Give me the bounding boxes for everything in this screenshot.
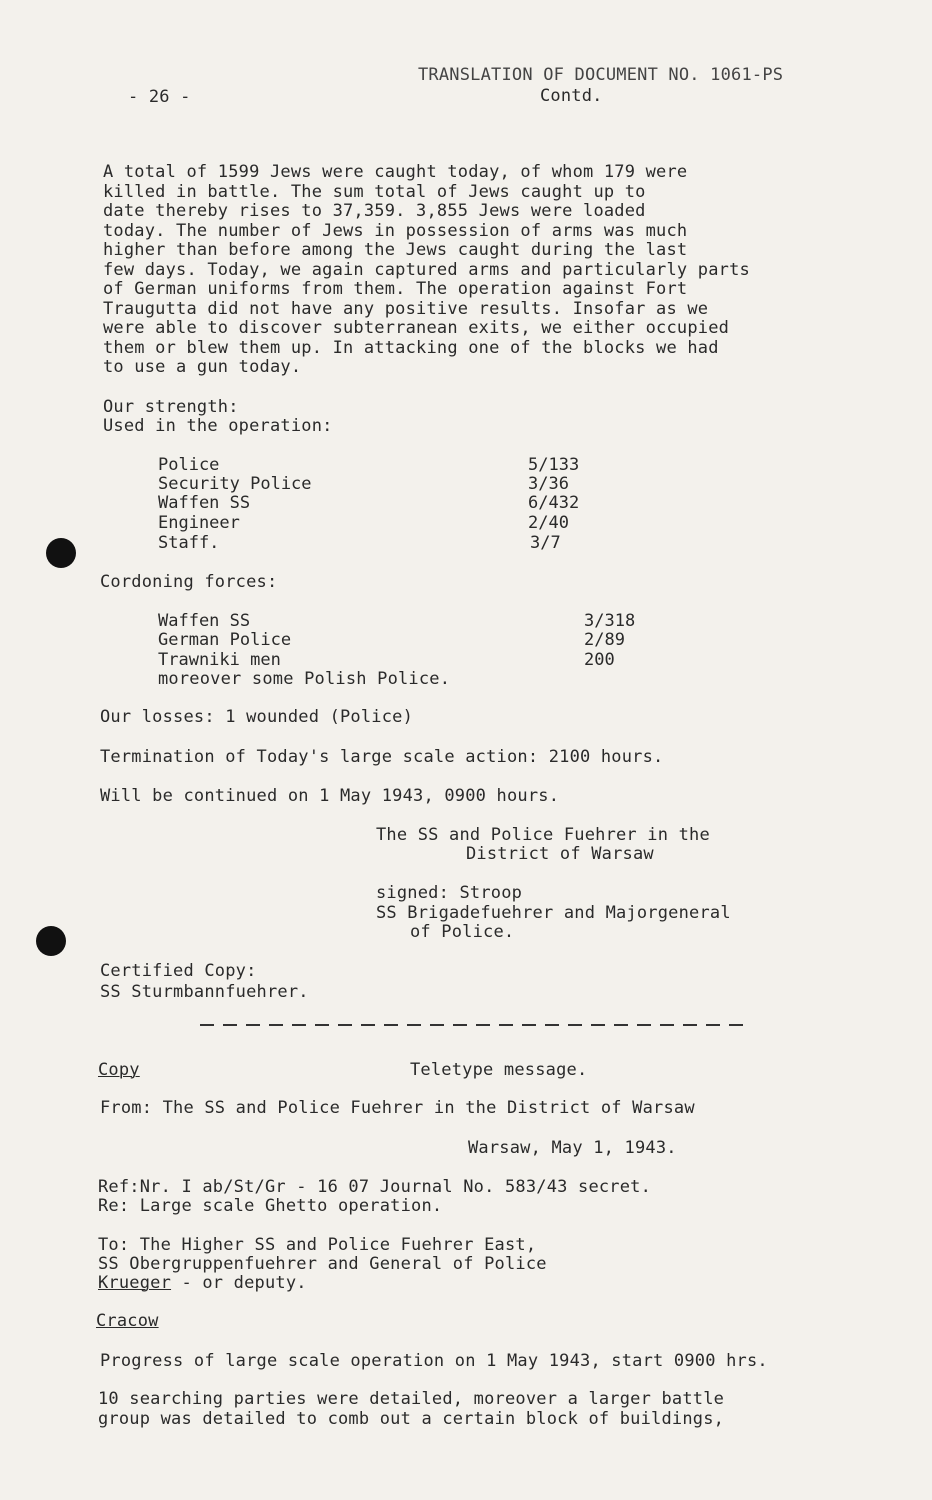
- used-force-unit: Staff.: [158, 533, 220, 553]
- reference-line: Ref:Nr. I ab/St/Gr - 16 07 Journal No. 583/43 secret.: [98, 1177, 652, 1197]
- signature-rank-line1: SS Brigadefuehrer and Majorgeneral: [376, 903, 731, 923]
- place-label: Cracow: [96, 1311, 159, 1331]
- used-force-count: 6/432: [528, 493, 580, 513]
- cordoning-force-count: 3/318: [584, 611, 636, 631]
- copy-label: Copy: [98, 1060, 140, 1080]
- report-paragraph: A total of 1599 Jews were caught today, of whom 179 were killed in battle. The sum total of Jews caught up to date thereby rises to 37,359. 3,855 Jews were loaded today. The number of Jews in possession of arms was much higher than before among the Jews caught during the last few days. Today, we again captured arms and particularly parts of German uniforms from them. The operation against Fort Traugutta did not have any positive results. Insofar as we were able to discover subterranean exits, we either occupied them or blew them up. In attacking one of the blocks we had to use a gun today.: [103, 162, 750, 377]
- date-line: Warsaw, May 1, 1943.: [468, 1138, 677, 1158]
- certified-by: SS Sturmbannfuehrer.: [100, 982, 309, 1002]
- used-force-unit: Security Police: [158, 474, 312, 494]
- used-force-count: 3/7: [530, 533, 561, 553]
- cordoning-force-unit: Trawniki men: [158, 650, 281, 670]
- cordoning-heading: Cordoning forces:: [100, 572, 278, 592]
- cordoning-force-unit: German Police: [158, 630, 292, 650]
- termination-line: Termination of Today's large scale action: 2100 hours.: [100, 747, 664, 767]
- cordoning-force-count: 200: [584, 650, 615, 670]
- used-force-unit: Engineer: [158, 513, 240, 533]
- used-heading: Used in the operation:: [103, 416, 333, 436]
- addressee-name: Krueger: [98, 1273, 172, 1293]
- addressee-line2: SS Obergruppenfuehrer and General of Police: [98, 1254, 547, 1274]
- used-force-count: 2/40: [528, 513, 569, 533]
- strength-heading: Our strength:: [103, 397, 239, 417]
- used-force-count: 3/36: [528, 474, 569, 494]
- used-force-count: 5/133: [528, 455, 580, 475]
- addressee-suffix: - or deputy.: [171, 1273, 307, 1293]
- section-divider: [200, 1024, 745, 1026]
- punch-hole-top: [46, 538, 76, 568]
- progress-line: Progress of large scale operation on 1 May 1943, start 0900 hrs.: [100, 1351, 768, 1371]
- signature-rank-line2: of Police.: [410, 922, 515, 942]
- used-force-unit: Police: [158, 455, 220, 475]
- cordoning-force-unit: Waffen SS: [158, 611, 251, 631]
- subject-line: Re: Large scale Ghetto operation.: [98, 1196, 443, 1216]
- cordoning-note: moreover some Polish Police.: [158, 669, 451, 689]
- page-number: - 26 -: [128, 87, 191, 107]
- used-force-unit: Waffen SS: [158, 493, 251, 513]
- document-title: TRANSLATION OF DOCUMENT NO. 1061-PS: [418, 65, 784, 85]
- losses-line: Our losses: 1 wounded (Police): [100, 707, 414, 727]
- teletype-title: Teletype message.: [410, 1060, 588, 1080]
- contd-label: Contd.: [540, 86, 603, 106]
- continuation-line: Will be continued on 1 May 1943, 0900 hours.: [100, 786, 560, 806]
- searching-paragraph: 10 searching parties were detailed, moreover a larger battle group was detailed to comb out a certain block of buildings,: [98, 1389, 725, 1429]
- punch-hole-bottom: [36, 926, 66, 956]
- addressee-line1: To: The Higher SS and Police Fuehrer East,: [98, 1235, 537, 1255]
- certified-copy-label: Certified Copy:: [100, 961, 257, 981]
- addressee-line3: [98, 1274, 307, 1294]
- signature-title-line1: The SS and Police Fuehrer in the: [376, 825, 710, 845]
- signed-line: signed: Stroop: [376, 883, 523, 903]
- from-line: From: The SS and Police Fuehrer in the District of Warsaw: [100, 1098, 695, 1118]
- signature-title-line2: District of Warsaw: [466, 844, 654, 864]
- cordoning-force-count: 2/89: [584, 630, 625, 650]
